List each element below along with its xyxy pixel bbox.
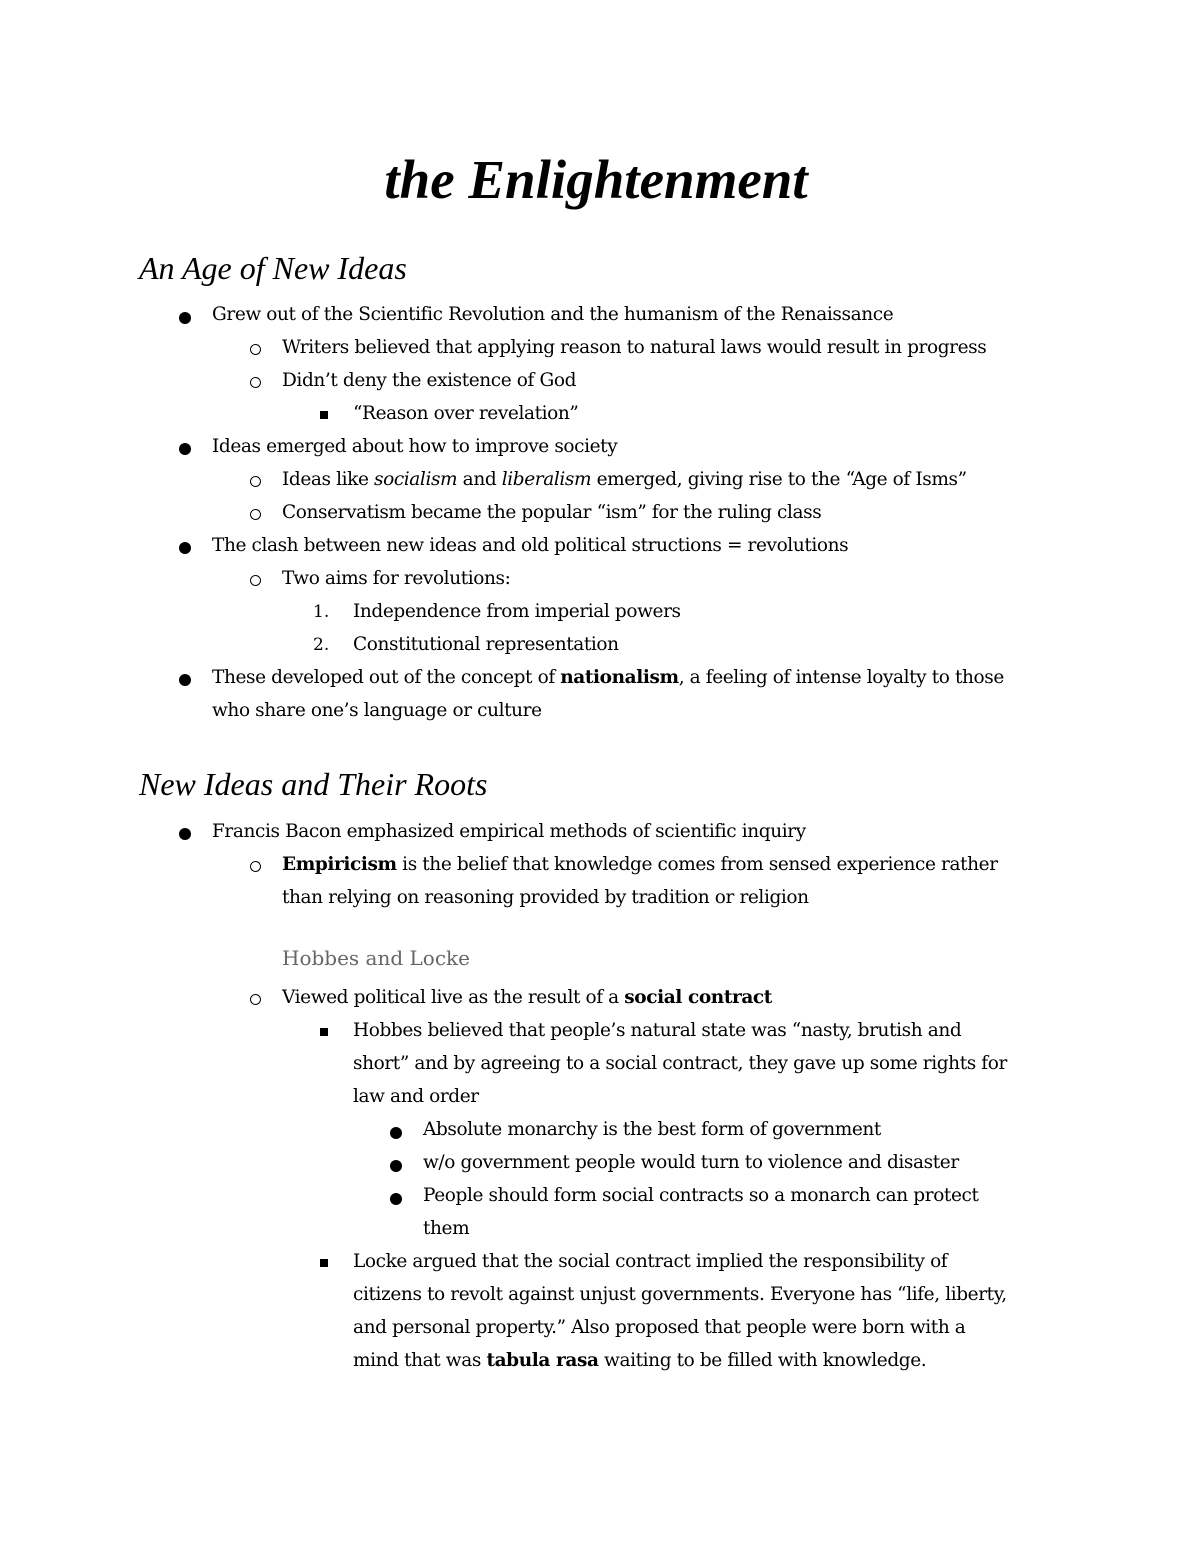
list-item-text: Two aims for revolutions:	[282, 568, 511, 589]
list-number: 2.	[313, 635, 330, 655]
bullet-disc-icon	[179, 828, 191, 840]
term-tabula-rasa: tabula rasa	[486, 1350, 599, 1371]
section-heading-age-of-new-ideas: An Age of New Ideas	[139, 250, 407, 286]
bullet-circle-icon	[250, 994, 261, 1005]
bullet-circle-icon	[250, 575, 261, 586]
list-item-text: “Reason over revelation”	[353, 403, 579, 424]
list-item-text: Viewed political live as the result of a social contract	[282, 987, 772, 1008]
list-item-text-continued: law and order	[353, 1086, 479, 1107]
list-item-text: Absolute monarchy is the best form of government	[423, 1119, 881, 1140]
bullet-circle-icon	[250, 476, 261, 487]
bullet-disc-icon	[179, 542, 191, 554]
term-empiricism: Empiricism	[282, 854, 397, 875]
list-item-text-continued: short” and by agreeing to a social contract, they gave up some rights for	[353, 1053, 1007, 1074]
list-item-text-continued: mind that was tabula rasa waiting to be filled with knowledge.	[353, 1350, 927, 1371]
list-item-text: Conservatism became the popular “ism” for the ruling class	[282, 502, 822, 523]
list-item-text: People should form social contracts so a monarch can protect	[423, 1185, 979, 1206]
bullet-circle-icon	[250, 377, 261, 388]
list-item-text: Francis Bacon emphasized empirical methods of scientific inquiry	[212, 821, 806, 842]
list-item-text: Constitutional representation	[353, 634, 619, 655]
bullet-disc-icon	[390, 1127, 402, 1139]
list-item-text-continued: citizens to revolt against unjust governments. Everyone has “life, liberty,	[353, 1284, 1007, 1305]
document-title: the Enlightenment	[384, 149, 808, 210]
list-item-text: Ideas emerged about how to improve society	[212, 436, 618, 457]
list-item-text: Ideas like socialism and liberalism emerged, giving rise to the “Age of Isms”	[282, 469, 967, 490]
bullet-disc-icon	[179, 312, 191, 324]
list-item-text: These developed out of the concept of nationalism, a feeling of intense loyalty to those	[212, 667, 1004, 688]
bullet-disc-icon	[390, 1193, 402, 1205]
list-item-text: Locke argued that the social contract implied the responsibility of	[353, 1251, 948, 1272]
bullet-disc-icon	[390, 1160, 402, 1172]
bullet-disc-icon	[179, 674, 191, 686]
bullet-circle-icon	[250, 344, 261, 355]
term-nationalism: nationalism	[560, 667, 679, 688]
list-item-text: w/o government people would turn to violence and disaster	[423, 1152, 959, 1173]
bullet-circle-icon	[250, 861, 261, 872]
list-item-text-continued: who share one’s language or culture	[212, 700, 542, 721]
list-item-text-continued: than relying on reasoning provided by tradition or religion	[282, 887, 809, 908]
subheading-hobbes-locke: Hobbes and Locke	[282, 946, 470, 970]
list-item-text: The clash between new ideas and old political structions = revolutions	[212, 535, 849, 556]
bullet-square-icon	[320, 1028, 328, 1036]
term-social-contract: social contract	[624, 987, 772, 1008]
list-number: 1.	[313, 602, 330, 622]
list-item-text: Hobbes believed that people’s natural state was “nasty, brutish and	[353, 1020, 962, 1041]
bullet-circle-icon	[250, 509, 261, 520]
list-item-text: Independence from imperial powers	[353, 601, 681, 622]
list-item-text: Empiricism is the belief that knowledge comes from sensed experience rather	[282, 854, 998, 875]
list-item-text: Grew out of the Scientific Revolution and the humanism of the Renaissance	[212, 304, 894, 325]
term-liberalism: liberalism	[501, 469, 592, 490]
section-heading-new-ideas-roots: New Ideas and Their Roots	[139, 766, 488, 802]
list-item-text: Writers believed that applying reason to natural laws would result in progress	[282, 337, 987, 358]
list-item-text-continued: them	[423, 1218, 470, 1239]
bullet-square-icon	[320, 1259, 328, 1267]
term-socialism: socialism	[373, 469, 458, 490]
bullet-disc-icon	[179, 443, 191, 455]
list-item-text: Didn’t deny the existence of God	[282, 370, 577, 391]
list-item-text-continued: and personal property.” Also proposed that people were born with a	[353, 1317, 966, 1338]
bullet-square-icon	[320, 411, 328, 419]
